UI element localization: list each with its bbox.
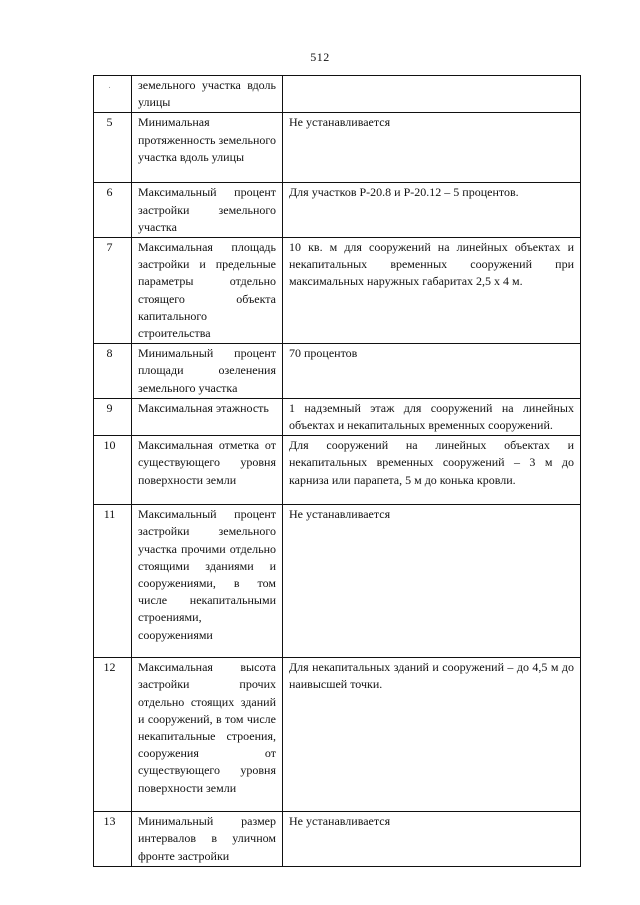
row-number: 13 [94, 812, 132, 867]
table-row [94, 76, 581, 113]
row-number: 12 [94, 658, 132, 812]
page-number: 512 [310, 50, 330, 64]
parameter-value: Не устанавливается [283, 505, 581, 658]
parameter-name: Минимальная протяженность земельного участка вдоль улицы [132, 113, 283, 183]
parameter-value: Для сооружений на линейных объектах и некапитальных временных сооружений – 3 м до карниза или парапета, 5 м до конька кровли. [283, 436, 581, 505]
parameter-value: Для некапитальных зданий и сооружений – до 4,5 м до наивысшей точки. [283, 658, 581, 812]
table-row [94, 812, 581, 867]
parameter-name: Минимальный размер интервалов в уличном фронте застройки [132, 812, 283, 867]
table-row [94, 183, 581, 238]
table-row [94, 344, 581, 399]
parameter-value: 10 кв. м для сооружений на линейных объектах и некапитальных временных сооружений при максимальных наружных габаритах 2,5 x 4 м. [283, 238, 581, 344]
parameter-value: Для участков Р-20.8 и Р-20.12 – 5 процентов. [283, 183, 581, 238]
parameter-name: Максимальная площадь застройки и предельные параметры отдельно стоящего объекта капитального строительства [132, 238, 283, 344]
parameter-name: земельного участка вдоль улицы [132, 76, 283, 113]
table-row [94, 436, 581, 505]
parameter-name: Максимальная этажность [132, 398, 283, 435]
parameter-name: Максимальный процент застройки земельного участка [132, 183, 283, 238]
regulations-table [93, 75, 581, 867]
parameter-value: 70 процентов [283, 344, 581, 399]
row-number: 7 [94, 238, 132, 344]
row-number: 6 [94, 183, 132, 238]
parameter-name: Минимальный процент площади озеленения земельного участка [132, 344, 283, 399]
table-row [94, 238, 581, 344]
table-row [94, 398, 581, 435]
row-number: 8 [94, 344, 132, 399]
parameter-value [283, 76, 581, 113]
parameter-value: Не устанавливается [283, 113, 581, 183]
row-number: 5 [94, 113, 132, 183]
parameter-value: 1 надземный этаж для сооружений на линейных объектах и некапитальных временных сооружений. [283, 398, 581, 435]
parameter-value: Не устанавливается [283, 812, 581, 867]
parameter-name: Максимальный процент застройки земельного участка прочими отдельно стоящими зданиями и сооружениями, в том числе некапитальными строениями, сооружениями [132, 505, 283, 658]
parameter-name: Максимальная отметка от существующего уровня поверхности земли [132, 436, 283, 505]
parameter-name: Максимальная высота застройки прочих отдельно стоящих зданий и сооружений, в том числе некапитальные строения, сооружения от существующего уровня поверхности земли [132, 658, 283, 812]
table-row [94, 113, 581, 183]
table-row [94, 505, 581, 658]
row-number: 9 [94, 398, 132, 435]
table-row [94, 658, 581, 812]
row-number: 10 [94, 436, 132, 505]
row-number: . [94, 76, 132, 113]
row-number: 11 [94, 505, 132, 658]
